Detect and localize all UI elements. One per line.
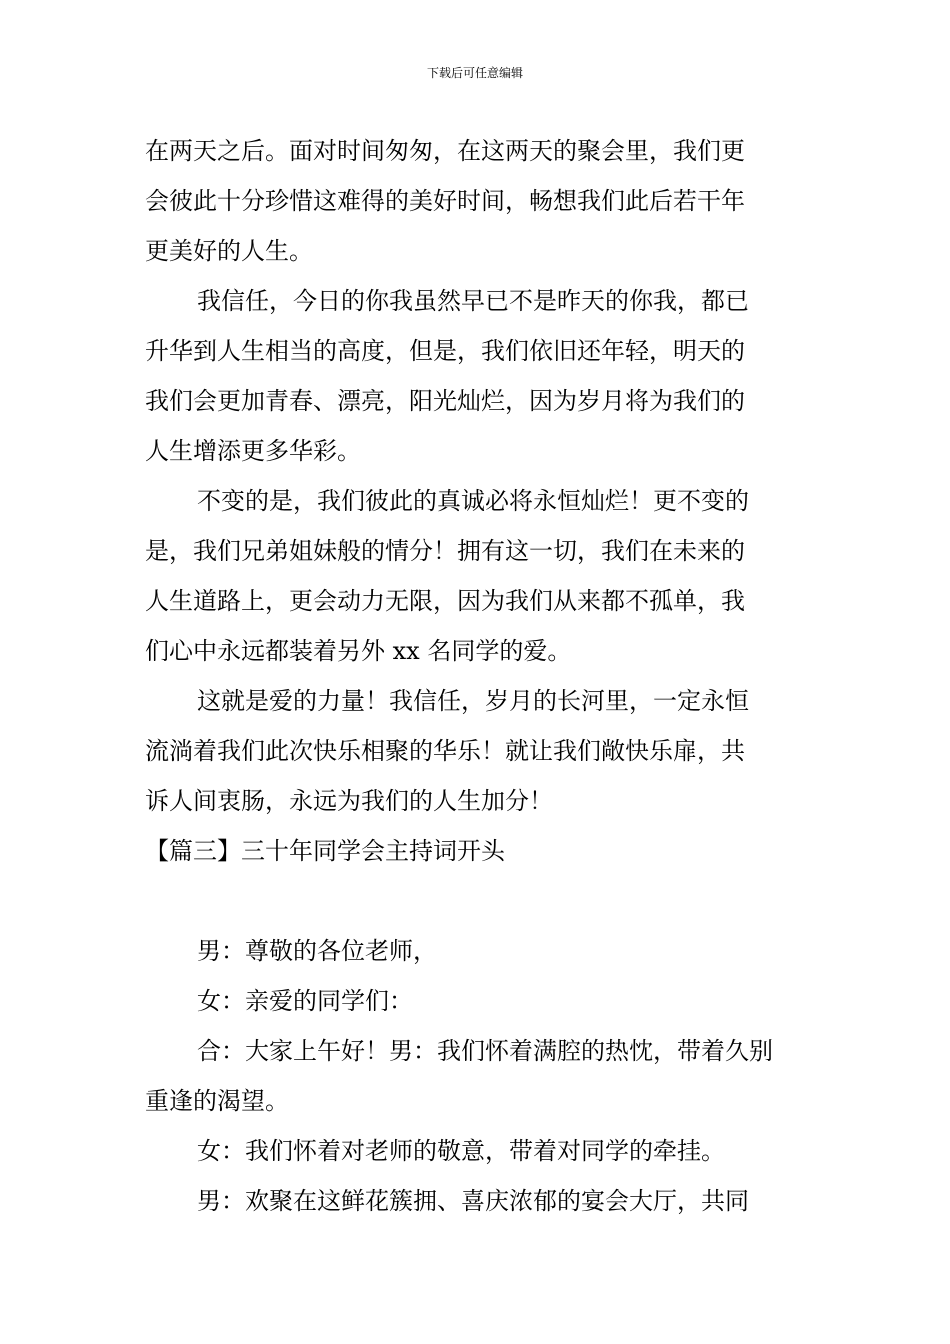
text-line: 升华到人生相当的高度，但是，我们依旧还年轻，明天的 (145, 337, 745, 365)
text-line: 重逢的渴望。 (145, 1087, 289, 1115)
dialogue-line (145, 1176, 810, 1226)
text-line: 这就是爱的力量！我信任，岁月的长河里，一定永恒 (197, 687, 749, 715)
text-line: 男：欢聚在这鲜花簇拥、喜庆浓郁的宴会大厅，共同 (197, 1187, 749, 1215)
text-line: 我信任，今日的你我虽然早已不是昨天的你我，都已 (197, 287, 749, 315)
page-header: 下载后可任意编辑 (426, 66, 523, 80)
paragraph (145, 126, 810, 276)
dialogue-line (145, 1126, 810, 1176)
text-line: 人生增添更多华彩。 (145, 437, 361, 465)
section-title: 【篇三】三十年同学会主持词开头 (145, 837, 505, 865)
text-line: 在两天之后。面对时间匆匆，在这两天的聚会里，我们更 (145, 137, 745, 165)
text-line: 合：大家上午好！男：我们怀着满腔的热忱，带着久别 (197, 1037, 773, 1065)
text-line: 们心中永远都装着另外 xx 名同学的爱。 (145, 637, 572, 665)
dialogue-line (145, 1026, 810, 1126)
text-line: 更美好的人生。 (145, 237, 313, 265)
paragraph (145, 476, 810, 676)
text-line: 流淌着我们此次快乐相聚的华乐！就让我们敞快乐扉，共 (145, 737, 745, 765)
text-line: 女：我们怀着对老师的敬意，带着对同学的牵挂。 (197, 1137, 725, 1165)
blank-line (145, 876, 810, 926)
text-line: 女：亲爱的同学们： (197, 987, 413, 1015)
text-line: 会彼此十分珍惜这难得的美好时间，畅想我们此后若干年 (145, 187, 745, 215)
paragraph (145, 676, 810, 826)
text-line: 诉人间衷肠，永远为我们的人生加分！ (145, 787, 553, 815)
dialogue-line (145, 926, 810, 976)
text-line: 人生道路上，更会动力无限，因为我们从来都不孤单，我 (145, 587, 745, 615)
text-line: 我们会更加青春、漂亮，阳光灿烂，因为岁月将为我们的 (145, 387, 745, 415)
text-line: 是，我们兄弟姐妹般的情分！拥有这一切，我们在未来的 (145, 537, 745, 565)
paragraph (145, 276, 810, 476)
document-body (145, 126, 810, 1226)
text-line: 男：尊敬的各位老师， (197, 937, 437, 965)
dialogue-line (145, 976, 810, 1026)
text-line: 不变的是，我们彼此的真诚必将永恒灿烂！更不变的 (197, 487, 749, 515)
